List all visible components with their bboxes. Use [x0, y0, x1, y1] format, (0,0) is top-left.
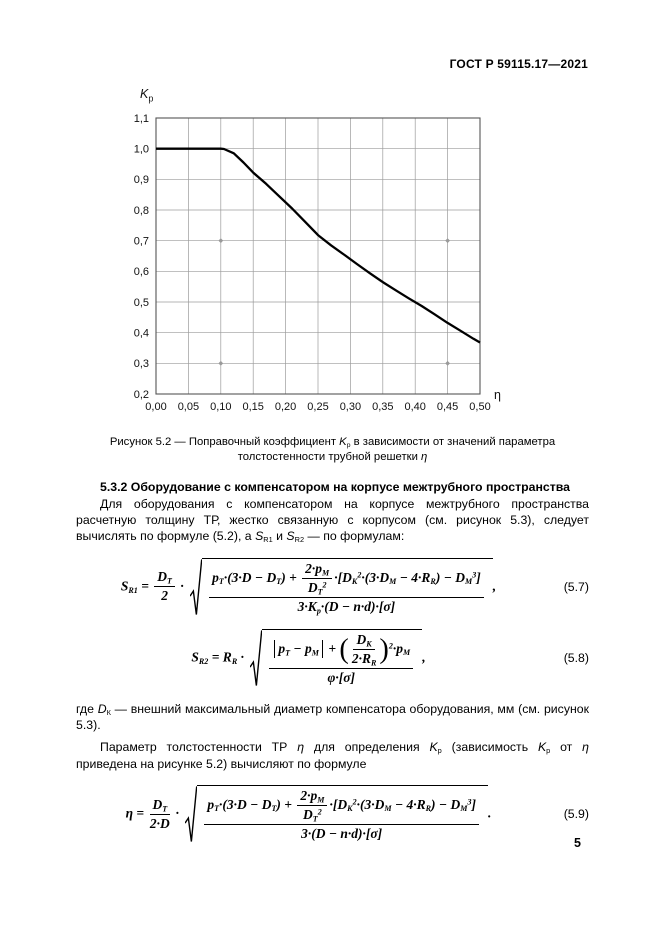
- formula-5-8-body: $S_{R2} = R_R$ · $p_Т - p_М$ + ( $\frac{D_К}{2\cdot R_R}$ ) $^2\cdot p_М$ φ·[σ] ,: [191, 629, 425, 688]
- svg-text:0,00: 0,00: [145, 401, 167, 413]
- svg-text:0,30: 0,30: [339, 401, 362, 413]
- page-number: 5: [574, 836, 581, 850]
- svg-text:0,40: 0,40: [404, 401, 426, 413]
- svg-text:0,7: 0,7: [133, 235, 149, 248]
- paragraph-where: где $D_К$ — внешний максимальный диаметр компенсатора оборудования, мм (см. рисунок 5.3).: [76, 701, 589, 732]
- formula-5-9: [76, 785, 541, 844]
- svg-text:η: η: [494, 388, 501, 402]
- svg-text:0,25: 0,25: [307, 401, 329, 413]
- svg-text:0,8: 0,8: [133, 204, 149, 217]
- svg-text:1,1: 1,1: [133, 112, 149, 125]
- paragraph-intro: Для оборудования с компенсатором на корпусе межтрубного пространства расчетную толщину ТР, жестко связанную с корпусом (см. рисунок 5.3), следует вычислять по формуле (5.2), а $S_{R1}$ и $S_{R2}$ — по формулам:: [76, 496, 589, 545]
- svg-text:0,35: 0,35: [372, 401, 394, 413]
- svg-text:0,3: 0,3: [133, 358, 149, 371]
- formula-5-8-number: (5.8): [563, 651, 589, 666]
- svg-text:0,9: 0,9: [133, 174, 149, 187]
- svg-text:0,2: 0,2: [133, 388, 149, 401]
- formula-5-7-body: $S_{R1}$ = $\frac{D_Т}{2}$ · $p_Т\cdot(3\cdot D - D_Т)$ + $\frac{2\cdot p_М}{D_Т^2}$ $\cdot[D_К^2\cdot(3\cdot D_М - 4\cdot R_R) - D_М^3]$ $3\cdot K_p\cdot(D - n\cdot d)\cdot[\sigma]$ ,: [121, 558, 496, 617]
- svg-text:Kp: $K_p$: [140, 87, 154, 104]
- svg-text:0,50: 0,50: [469, 401, 491, 413]
- svg-text:0,05: 0,05: [177, 401, 200, 413]
- svg-text:0,45: 0,45: [436, 401, 459, 413]
- document-header: ГОСТ Р 59115.17—2021: [449, 57, 588, 71]
- svg-text:0,6: 0,6: [133, 266, 149, 279]
- kp-chart-svg: [90, 84, 530, 422]
- formula-5-7: [76, 558, 541, 617]
- svg-text:0,4: 0,4: [133, 327, 149, 340]
- formula-5-8: [76, 629, 541, 688]
- formula-5-9-row: [76, 785, 589, 844]
- figure-caption: Рисунок 5.2 — Поправочный коэффициент $K_p$ в зависимости от значений параметра толстостенности трубной решетки η: [109, 436, 556, 464]
- kp-chart: [90, 84, 589, 427]
- formula-5-7-row: [76, 558, 589, 617]
- svg-text:0,15: 0,15: [242, 401, 264, 413]
- formula-5-9-number: (5.9): [563, 807, 589, 822]
- formula-5-7-number: (5.7): [563, 579, 589, 594]
- section-heading: 5.3.2 Оборудование с компенсатором на корпусе межтрубного пространства: [100, 479, 570, 494]
- svg-text:0,20: 0,20: [274, 401, 297, 413]
- formula-5-8-row: [76, 629, 589, 688]
- svg-text:0,5: 0,5: [133, 296, 149, 309]
- svg-text:1,0: 1,0: [133, 143, 149, 156]
- svg-text:0,10: 0,10: [210, 401, 232, 413]
- paragraph-param: Параметр толстостенности ТР η для определения $K_p$ (зависимость $K_p$ от η приведена на рисунке 5.2) вычисляют по формуле: [76, 740, 589, 771]
- formula-5-9-body: η = $\frac{D_Т}{2\cdot D}$ · $p_Т\cdot(3\cdot D - D_Т)$ + $\frac{2\cdot p_М}{D_Т^2}$ $\cdot[D_К^2\cdot(3\cdot D_М - 4\cdot R_R) - D_М^3]$ 3·(D − n·d)·[σ] .: [126, 785, 492, 844]
